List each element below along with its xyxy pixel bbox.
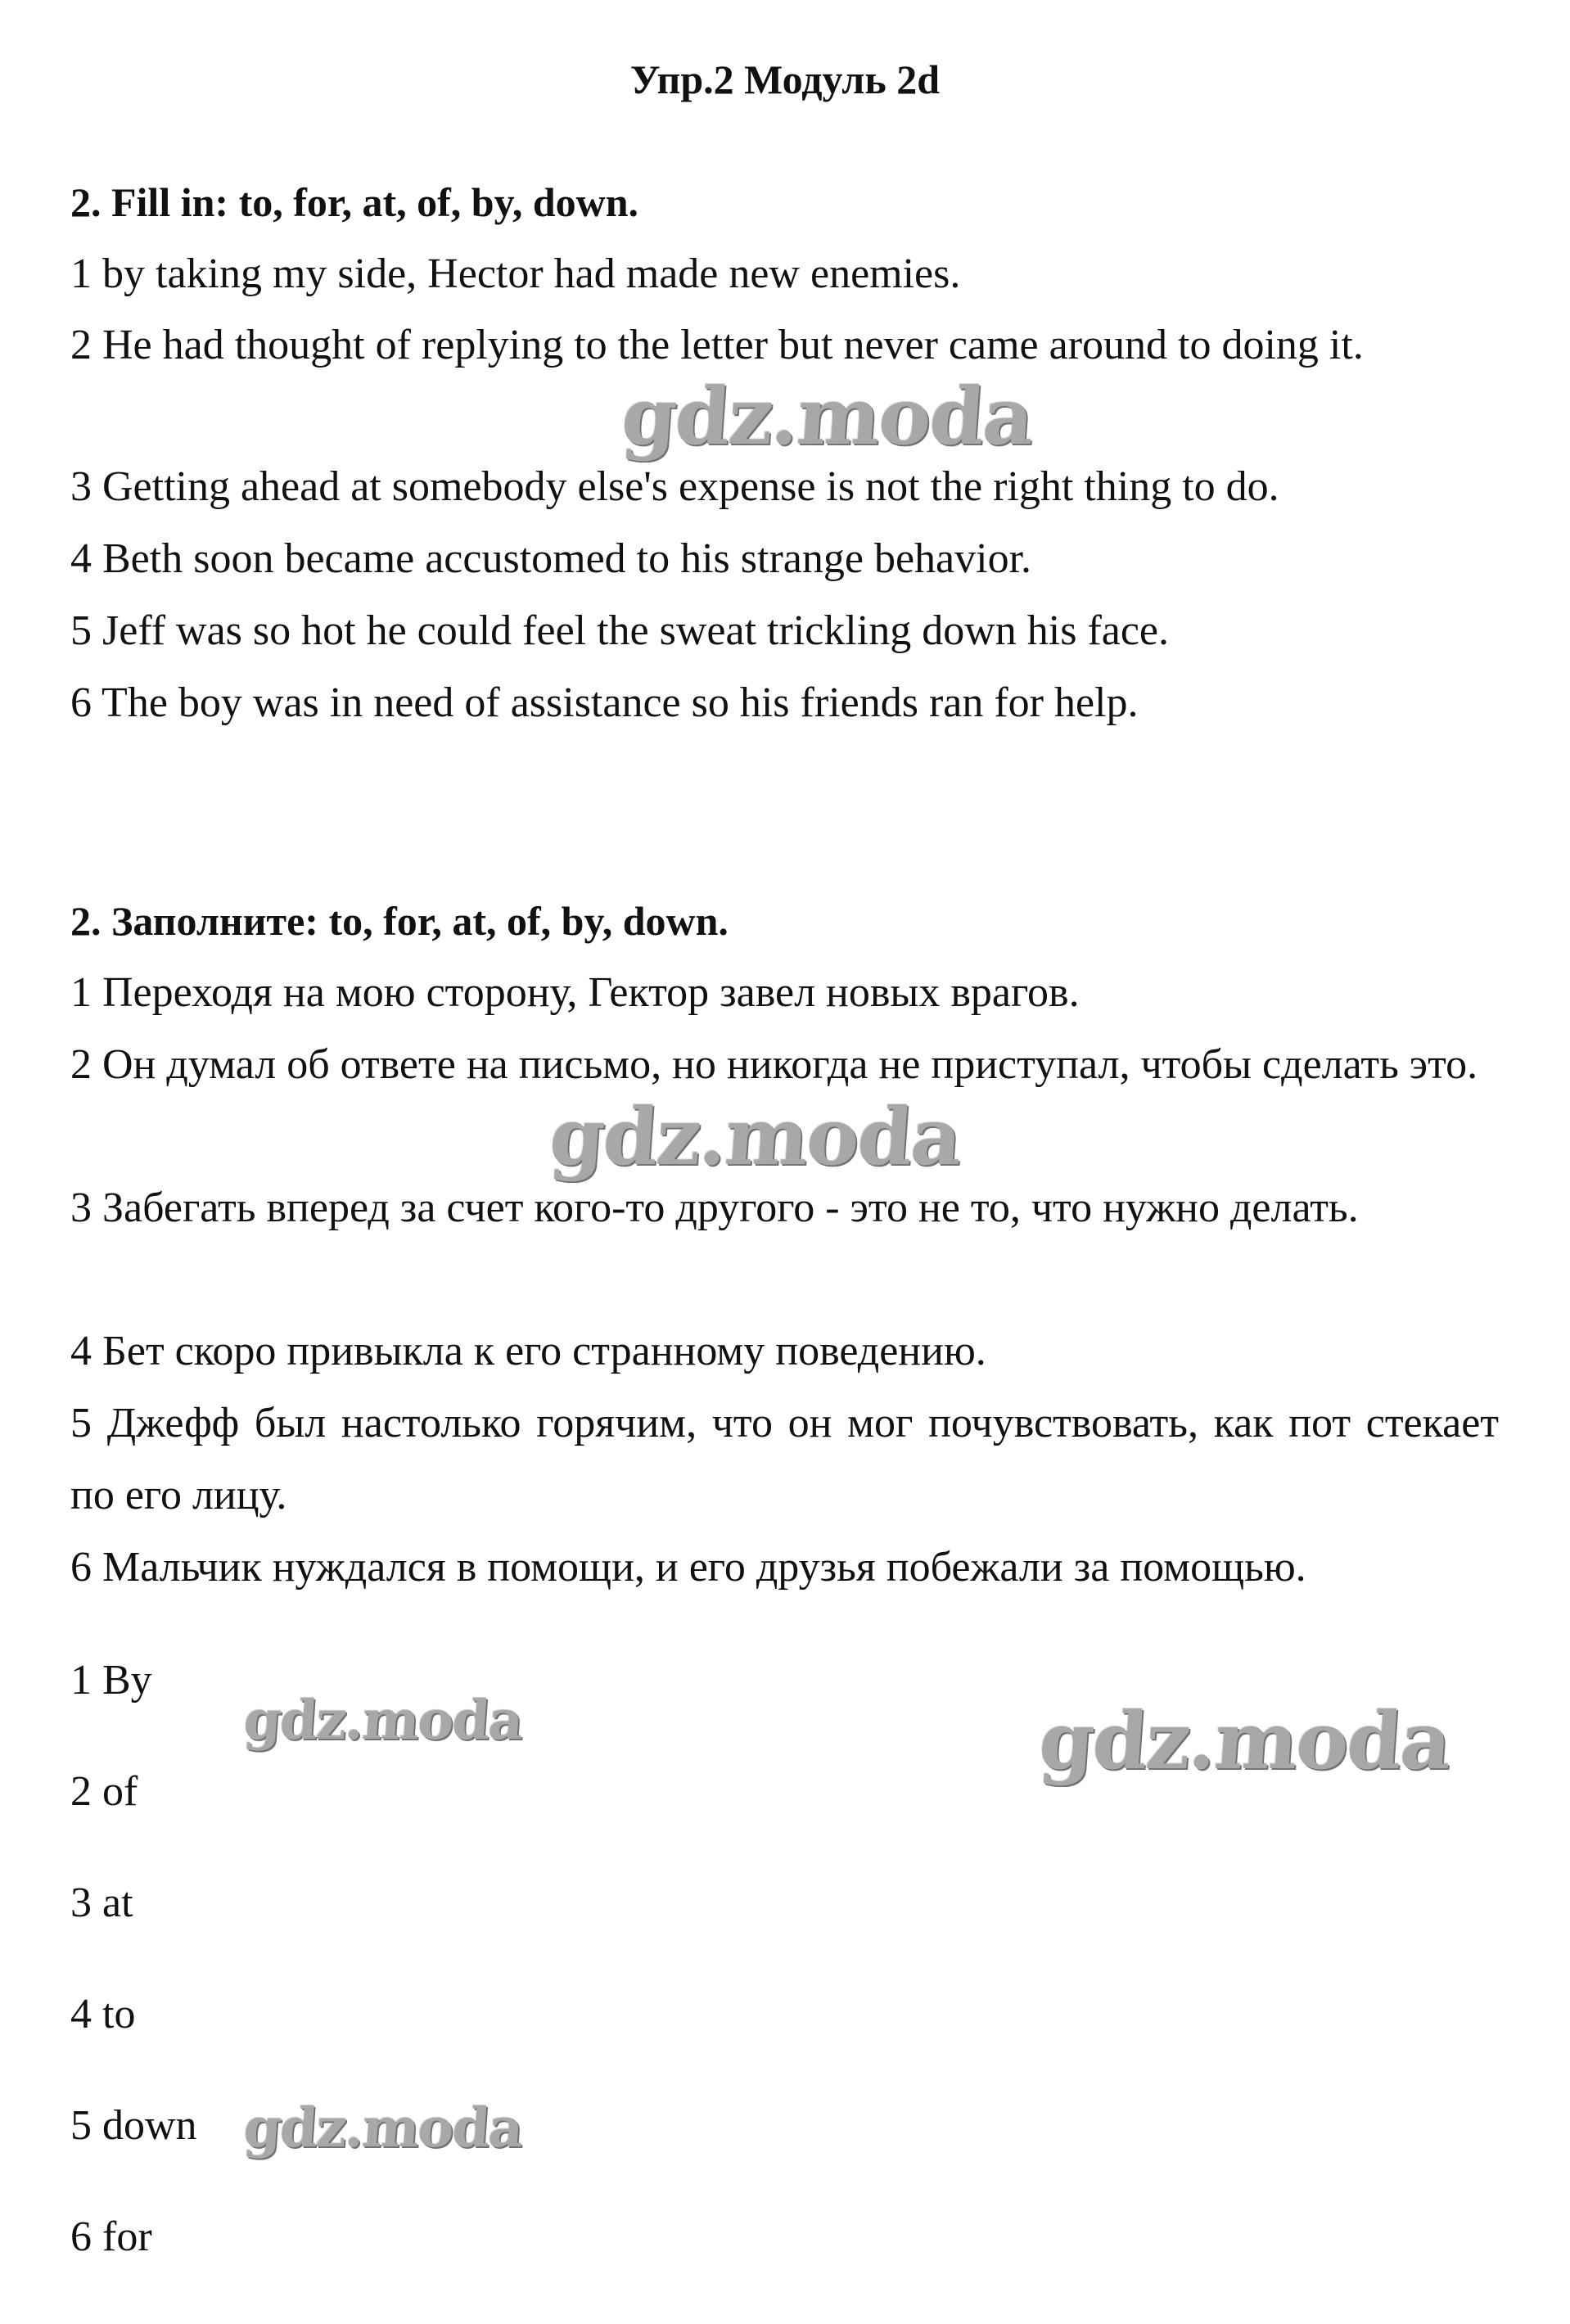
english-sentence-3: 3 Getting ahead at somebody else's expense is not the right thing to do. — [70, 463, 1279, 510]
russian-sentence-3: 3 Забегать вперед за счет кого-то другого - это не то, что нужно делать. — [70, 1185, 1359, 1231]
russian-sentence-6: 6 Мальчик нуждался в помощи, и его друзья побежали за помощью. — [70, 1544, 1306, 1591]
answer-2: 2 of — [70, 1768, 138, 1815]
watermark-1: gdz.moda — [619, 370, 1036, 463]
russian-sentence-1: 1 Переходя на мою сторону, Гектор завел новых врагов. — [70, 969, 1080, 1016]
russian-sentence-4: 4 Бет скоро привыкла к его странному поведению. — [70, 1328, 986, 1374]
russian-sentence-5: 5 Джефф был настолько горячим, что он мог почувствовать, как пот стекает по его лицу. — [70, 1400, 1499, 1518]
watermark-4: gdz.moda — [1036, 1694, 1454, 1787]
answer-6: 6 for — [70, 2213, 152, 2260]
english-sentence-2: 2 He had thought of replying to the letter but never came around to doing it. — [70, 322, 1364, 368]
watermark-2: gdz.moda — [547, 1090, 964, 1183]
english-sentence-6: 6 The boy was in need of assistance so his friends ran for help. — [70, 679, 1139, 726]
russian-heading: 2. Заполните: to, for, at, of, by, down. — [70, 898, 729, 944]
page-title: Упр.2 Модуль 2d — [629, 56, 941, 102]
english-sentence-4: 4 Beth soon became accustomed to his strange behavior. — [70, 535, 1032, 582]
answer-1: 1 By — [70, 1657, 152, 1704]
watermark-3: gdz.moda — [241, 1688, 525, 1752]
english-sentence-5: 5 Jeff was so hot he could feel the sweat trickling down his face. — [70, 607, 1169, 654]
russian-sentence-2: 2 Он думал об ответе на письмо, но никогда не приступал, чтобы сделать это. — [70, 1041, 1478, 1088]
answer-5: 5 down — [70, 2102, 197, 2149]
english-heading: 2. Fill in: to, for, at, of, by, down. — [70, 179, 639, 225]
answer-4: 4 to — [70, 1991, 136, 2037]
english-sentence-1: 1 by taking my side, Hector had made new enemies. — [70, 250, 961, 297]
watermark-5: gdz.moda — [241, 2096, 525, 2159]
answer-3: 3 at — [70, 1880, 133, 1926]
